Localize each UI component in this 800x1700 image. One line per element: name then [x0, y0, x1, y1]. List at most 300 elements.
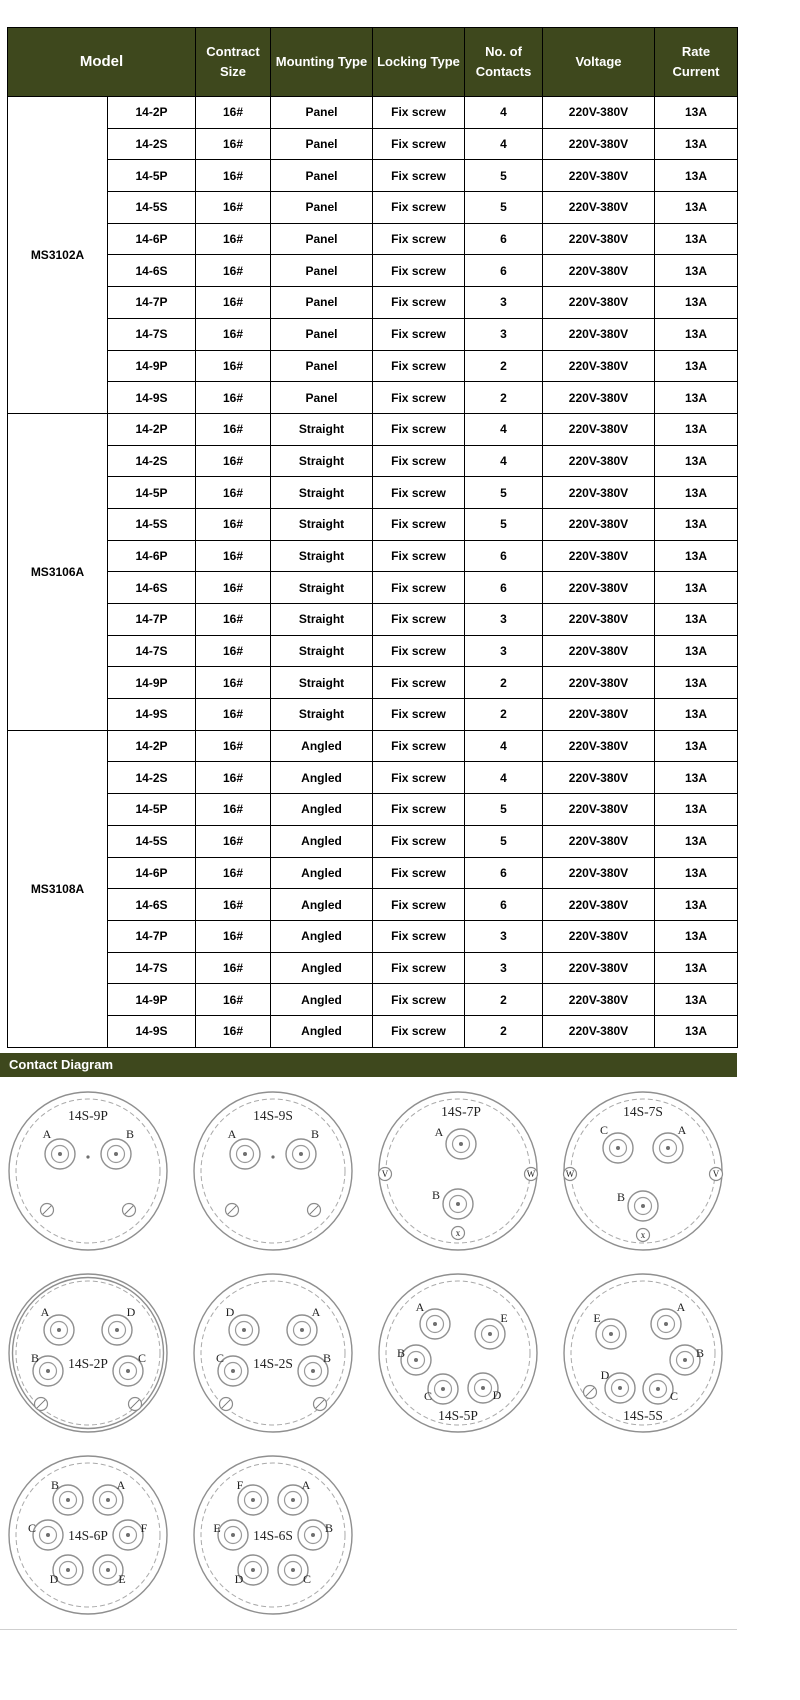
cell-size: 16# — [196, 889, 271, 921]
cell-locking: Fix screw — [373, 635, 465, 667]
cell-mounting: Straight — [271, 572, 373, 604]
cell-sub: 14-2P — [108, 413, 196, 445]
cell-current: 13A — [655, 382, 738, 414]
cell-current: 13A — [655, 920, 738, 952]
pin-label: C — [215, 1350, 225, 1365]
cell-mounting: Panel — [271, 192, 373, 224]
header-locking-type: Locking Type — [373, 28, 465, 97]
cell-contacts: 4 — [465, 445, 543, 477]
cell-sub: 14-6P — [108, 857, 196, 889]
pin-label: E — [593, 1310, 601, 1325]
cell-contacts: 4 — [465, 413, 543, 445]
cell-locking: Fix screw — [373, 889, 465, 921]
pin-label: B — [431, 1187, 441, 1202]
cell-current: 13A — [655, 952, 738, 984]
cell-contacts: 6 — [465, 223, 543, 255]
diagram-title: 14S-2P — [68, 1355, 108, 1371]
cell-contacts: 4 — [465, 128, 543, 160]
cell-voltage: 220V-380V — [543, 604, 655, 636]
connector-diagram-14S-7P — [372, 1085, 544, 1257]
cell-current: 13A — [655, 97, 738, 129]
spec-row — [8, 255, 738, 287]
cell-voltage: 220V-380V — [543, 413, 655, 445]
pin-label: C — [599, 1122, 609, 1137]
connector-face — [558, 1268, 728, 1438]
spec-row — [8, 192, 738, 224]
pin-label: C — [27, 1520, 37, 1535]
cell-mounting: Straight — [271, 667, 373, 699]
pin-label: C — [302, 1571, 312, 1586]
cell-voltage: 220V-380V — [543, 160, 655, 192]
pin-label: A — [415, 1299, 425, 1314]
cell-sub: 14-9S — [108, 1015, 196, 1047]
cell-mounting: Panel — [271, 382, 373, 414]
cell-contacts: 5 — [465, 192, 543, 224]
cell-current: 13A — [655, 730, 738, 762]
cell-current: 13A — [655, 762, 738, 794]
pin-label: B — [50, 1477, 60, 1492]
spec-row — [8, 540, 738, 572]
cell-size: 16# — [196, 952, 271, 984]
spec-row — [8, 984, 738, 1016]
pin-label: B — [30, 1350, 40, 1365]
spec-table-body — [8, 97, 738, 1048]
connector-diagram-14S-5P — [372, 1267, 544, 1439]
connector-face — [373, 1268, 543, 1438]
cell-size: 16# — [196, 920, 271, 952]
cell-voltage: 220V-380V — [543, 794, 655, 826]
diagram-title: 14S-9P — [68, 1107, 108, 1123]
header-no-of-contacts: No. of Contacts — [465, 28, 543, 97]
cell-size: 16# — [196, 413, 271, 445]
cell-locking: Fix screw — [373, 255, 465, 287]
cell-size: 16# — [196, 794, 271, 826]
cell-size: 16# — [196, 1015, 271, 1047]
cell-voltage: 220V-380V — [543, 730, 655, 762]
cell-voltage: 220V-380V — [543, 762, 655, 794]
cell-current: 13A — [655, 445, 738, 477]
cell-contacts: 2 — [465, 350, 543, 382]
cell-contacts: 5 — [465, 508, 543, 540]
cell-locking: Fix screw — [373, 192, 465, 224]
cell-sub: 14-6P — [108, 223, 196, 255]
cell-voltage: 220V-380V — [543, 445, 655, 477]
bottom-divider — [0, 1629, 737, 1630]
cell-sub: 14-9S — [108, 699, 196, 731]
cell-mounting: Straight — [271, 699, 373, 731]
cell-locking: Fix screw — [373, 160, 465, 192]
cell-sub: 14-7P — [108, 287, 196, 319]
cell-locking: Fix screw — [373, 413, 465, 445]
cell-current: 13A — [655, 857, 738, 889]
connector-diagram-14S-5S — [557, 1267, 729, 1439]
content — [0, 27, 737, 1630]
cell-locking: Fix screw — [373, 128, 465, 160]
cell-size: 16# — [196, 540, 271, 572]
diagram-title: 14S-7P — [441, 1103, 481, 1119]
cell-current: 13A — [655, 477, 738, 509]
cell-current: 13A — [655, 889, 738, 921]
pin-label: C — [669, 1388, 679, 1403]
cell-size: 16# — [196, 97, 271, 129]
spec-row — [8, 952, 738, 984]
spec-row — [8, 287, 738, 319]
cell-mounting: Straight — [271, 508, 373, 540]
key-letter: W — [526, 1168, 536, 1179]
key-letter: x — [640, 1229, 646, 1240]
cell-size: 16# — [196, 825, 271, 857]
pin-label: F — [236, 1477, 244, 1492]
cell-mounting: Straight — [271, 635, 373, 667]
cell-size: 16# — [196, 477, 271, 509]
pin-label: B — [324, 1520, 334, 1535]
cell-voltage: 220V-380V — [543, 920, 655, 952]
cell-current: 13A — [655, 192, 738, 224]
cell-voltage: 220V-380V — [543, 572, 655, 604]
key-letter: V — [712, 1168, 720, 1179]
cell-size: 16# — [196, 857, 271, 889]
spec-row — [8, 350, 738, 382]
pin-label: B — [310, 1126, 320, 1141]
cell-sub: 14-6S — [108, 572, 196, 604]
cell-size: 16# — [196, 667, 271, 699]
spec-row — [8, 445, 738, 477]
cell-locking: Fix screw — [373, 350, 465, 382]
connector-diagram-14S-2S — [187, 1267, 359, 1439]
cell-locking: Fix screw — [373, 1015, 465, 1047]
pin-label: D — [225, 1304, 235, 1319]
key-letter: x — [455, 1227, 461, 1238]
cell-contacts: 4 — [465, 762, 543, 794]
cell-mounting: Panel — [271, 160, 373, 192]
cell-contacts: 6 — [465, 540, 543, 572]
cell-size: 16# — [196, 762, 271, 794]
cell-current: 13A — [655, 667, 738, 699]
cell-voltage: 220V-380V — [543, 97, 655, 129]
pin-label: D — [600, 1367, 610, 1382]
cell-contacts: 2 — [465, 699, 543, 731]
cell-mounting: Angled — [271, 984, 373, 1016]
spec-row — [8, 825, 738, 857]
header-model: Model — [8, 28, 196, 97]
pin-label: A — [301, 1477, 311, 1492]
pin-label: A — [677, 1122, 687, 1137]
pin-label: A — [434, 1124, 444, 1139]
cell-sub: 14-6S — [108, 255, 196, 287]
cell-locking: Fix screw — [373, 477, 465, 509]
connector-face — [373, 1086, 543, 1256]
cell-size: 16# — [196, 730, 271, 762]
cell-contacts: 5 — [465, 160, 543, 192]
shell-inner-circle — [386, 1099, 530, 1243]
key-letter: W — [565, 1168, 575, 1179]
pin-label: C — [137, 1350, 147, 1365]
cell-size: 16# — [196, 160, 271, 192]
center-dot — [271, 1155, 274, 1158]
cell-sub: 14-5S — [108, 825, 196, 857]
cell-sub: 14-7S — [108, 952, 196, 984]
cell-size: 16# — [196, 192, 271, 224]
cell-sub: 14-2P — [108, 97, 196, 129]
cell-sub: 14-9P — [108, 350, 196, 382]
cell-locking: Fix screw — [373, 572, 465, 604]
cell-mounting: Angled — [271, 1015, 373, 1047]
cell-locking: Fix screw — [373, 952, 465, 984]
cell-current: 13A — [655, 1015, 738, 1047]
cell-contacts: 3 — [465, 952, 543, 984]
cell-size: 16# — [196, 128, 271, 160]
cell-current: 13A — [655, 255, 738, 287]
pin-label: B — [125, 1126, 135, 1141]
pin-label: B — [396, 1345, 406, 1360]
cell-contacts: 3 — [465, 287, 543, 319]
spec-row — [8, 413, 738, 445]
diagram-title: 14S-5S — [623, 1407, 663, 1423]
spec-row — [8, 508, 738, 540]
pin-label: D — [234, 1571, 244, 1586]
model-group-name: MS3102A — [8, 97, 108, 414]
spec-row — [8, 730, 738, 762]
cell-size: 16# — [196, 984, 271, 1016]
connector-face — [558, 1086, 728, 1256]
spec-table-header — [8, 28, 738, 97]
spec-row — [8, 604, 738, 636]
cell-size: 16# — [196, 223, 271, 255]
cell-voltage: 220V-380V — [543, 984, 655, 1016]
connector-face — [3, 1268, 173, 1438]
cell-voltage: 220V-380V — [543, 350, 655, 382]
cell-locking: Fix screw — [373, 223, 465, 255]
cell-size: 16# — [196, 382, 271, 414]
cell-voltage: 220V-380V — [543, 255, 655, 287]
diagram-title: 14S-5P — [438, 1407, 478, 1423]
cell-sub: 14-5P — [108, 160, 196, 192]
pin-label: A — [40, 1304, 50, 1319]
cell-mounting: Panel — [271, 350, 373, 382]
pin-label: B — [616, 1189, 626, 1204]
pin-label: D — [49, 1571, 59, 1586]
spec-row — [8, 667, 738, 699]
spec-row — [8, 160, 738, 192]
header-contract-size: Contract Size — [196, 28, 271, 97]
spec-row — [8, 857, 738, 889]
cell-sub: 14-2P — [108, 730, 196, 762]
spec-row — [8, 699, 738, 731]
cell-current: 13A — [655, 287, 738, 319]
center-dot — [86, 1155, 89, 1158]
cell-sub: 14-7S — [108, 318, 196, 350]
cell-current: 13A — [655, 540, 738, 572]
pin-label: B — [322, 1350, 332, 1365]
cell-contacts: 6 — [465, 572, 543, 604]
header-voltage: Voltage — [543, 28, 655, 97]
connector-face — [188, 1450, 358, 1620]
pin-label: A — [227, 1126, 237, 1141]
cell-current: 13A — [655, 413, 738, 445]
cell-voltage: 220V-380V — [543, 128, 655, 160]
cell-mounting: Angled — [271, 825, 373, 857]
pin-label: A — [311, 1304, 321, 1319]
cell-sub: 14-5S — [108, 508, 196, 540]
cell-voltage: 220V-380V — [543, 287, 655, 319]
pin-label: E — [500, 1310, 508, 1325]
cell-voltage: 220V-380V — [543, 825, 655, 857]
cell-size: 16# — [196, 350, 271, 382]
cell-current: 13A — [655, 635, 738, 667]
spec-table — [7, 27, 738, 1048]
spec-row — [8, 889, 738, 921]
pin-label: E — [118, 1571, 126, 1586]
cell-locking: Fix screw — [373, 508, 465, 540]
cell-voltage: 220V-380V — [543, 477, 655, 509]
cell-locking: Fix screw — [373, 540, 465, 572]
cell-mounting: Panel — [271, 255, 373, 287]
cell-voltage: 220V-380V — [543, 635, 655, 667]
cell-contacts: 6 — [465, 889, 543, 921]
spec-row — [8, 1015, 738, 1047]
header-row — [8, 28, 738, 97]
cell-size: 16# — [196, 635, 271, 667]
key-letter: V — [381, 1168, 389, 1179]
diagram-title: 14S-6P — [68, 1527, 108, 1543]
cell-sub: 14-9P — [108, 667, 196, 699]
cell-mounting: Panel — [271, 287, 373, 319]
cell-current: 13A — [655, 223, 738, 255]
cell-current: 13A — [655, 318, 738, 350]
cell-locking: Fix screw — [373, 318, 465, 350]
cell-size: 16# — [196, 445, 271, 477]
cell-locking: Fix screw — [373, 604, 465, 636]
cell-mounting: Angled — [271, 794, 373, 826]
cell-contacts: 5 — [465, 825, 543, 857]
cell-sub: 14-9P — [108, 984, 196, 1016]
cell-mounting: Angled — [271, 857, 373, 889]
cell-size: 16# — [196, 318, 271, 350]
cell-voltage: 220V-380V — [543, 667, 655, 699]
cell-voltage: 220V-380V — [543, 1015, 655, 1047]
cell-mounting: Angled — [271, 762, 373, 794]
header-rate-current: Rate Current — [655, 28, 738, 97]
cell-mounting: Panel — [271, 97, 373, 129]
cell-voltage: 220V-380V — [543, 540, 655, 572]
cell-current: 13A — [655, 350, 738, 382]
cell-locking: Fix screw — [373, 920, 465, 952]
contact-diagram-section-title: Contact Diagram — [0, 1053, 737, 1077]
model-group-name: MS3106A — [8, 413, 108, 730]
cell-mounting: Straight — [271, 445, 373, 477]
connector-diagram-14S-9S — [187, 1085, 359, 1257]
pin-label: D — [126, 1304, 136, 1319]
cell-contacts: 2 — [465, 1015, 543, 1047]
spec-row — [8, 635, 738, 667]
spec-row — [8, 97, 738, 129]
cell-current: 13A — [655, 604, 738, 636]
cell-current: 13A — [655, 984, 738, 1016]
cell-sub: 14-5S — [108, 192, 196, 224]
cell-current: 13A — [655, 825, 738, 857]
diagram-title: 14S-9S — [253, 1107, 293, 1123]
cell-mounting: Angled — [271, 730, 373, 762]
cell-sub: 14-2S — [108, 445, 196, 477]
cell-locking: Fix screw — [373, 857, 465, 889]
cell-mounting: Straight — [271, 604, 373, 636]
cell-voltage: 220V-380V — [543, 318, 655, 350]
cell-voltage: 220V-380V — [543, 952, 655, 984]
connector-diagram-14S-2P — [2, 1267, 174, 1439]
cell-mounting: Angled — [271, 952, 373, 984]
cell-sub: 14-7S — [108, 635, 196, 667]
pin-label: F — [140, 1520, 148, 1535]
pin-label: A — [676, 1299, 686, 1314]
cell-size: 16# — [196, 287, 271, 319]
cell-size: 16# — [196, 572, 271, 604]
cell-voltage: 220V-380V — [543, 382, 655, 414]
model-group-name: MS3108A — [8, 730, 108, 1047]
contact-diagrams — [0, 1077, 737, 1621]
cell-sub: 14-7P — [108, 604, 196, 636]
cell-contacts: 6 — [465, 255, 543, 287]
cell-current: 13A — [655, 128, 738, 160]
cell-current: 13A — [655, 699, 738, 731]
diagram-title: 14S-6S — [253, 1527, 293, 1543]
cell-locking: Fix screw — [373, 287, 465, 319]
cell-sub: 14-2S — [108, 762, 196, 794]
spec-row — [8, 572, 738, 604]
cell-size: 16# — [196, 255, 271, 287]
cell-contacts: 2 — [465, 984, 543, 1016]
cell-mounting: Straight — [271, 477, 373, 509]
cell-locking: Fix screw — [373, 445, 465, 477]
cell-current: 13A — [655, 794, 738, 826]
cell-contacts: 2 — [465, 382, 543, 414]
cell-voltage: 220V-380V — [543, 857, 655, 889]
cell-voltage: 220V-380V — [543, 699, 655, 731]
cell-current: 13A — [655, 508, 738, 540]
cell-contacts: 5 — [465, 794, 543, 826]
cell-size: 16# — [196, 508, 271, 540]
connector-face — [188, 1086, 358, 1256]
cell-sub: 14-7P — [108, 920, 196, 952]
spec-row — [8, 318, 738, 350]
cell-locking: Fix screw — [373, 762, 465, 794]
cell-contacts: 3 — [465, 635, 543, 667]
spec-row — [8, 223, 738, 255]
connector-diagram-14S-9P — [2, 1085, 174, 1257]
diagram-title: 14S-2S — [253, 1355, 293, 1371]
cell-sub: 14-5P — [108, 477, 196, 509]
spec-row — [8, 128, 738, 160]
cell-locking: Fix screw — [373, 699, 465, 731]
cell-locking: Fix screw — [373, 984, 465, 1016]
cell-mounting: Panel — [271, 318, 373, 350]
pin-label: E — [213, 1520, 221, 1535]
cell-contacts: 6 — [465, 857, 543, 889]
cell-size: 16# — [196, 604, 271, 636]
cell-contacts: 3 — [465, 318, 543, 350]
cell-locking: Fix screw — [373, 825, 465, 857]
header-mounting-type: Mounting Type — [271, 28, 373, 97]
cell-sub: 14-6S — [108, 889, 196, 921]
cell-mounting: Angled — [271, 920, 373, 952]
cell-current: 13A — [655, 160, 738, 192]
pin-label: C — [423, 1388, 433, 1403]
cell-voltage: 220V-380V — [543, 223, 655, 255]
spec-row — [8, 477, 738, 509]
cell-sub: 14-2S — [108, 128, 196, 160]
cell-sub: 14-9S — [108, 382, 196, 414]
cell-mounting: Straight — [271, 540, 373, 572]
spec-row — [8, 382, 738, 414]
